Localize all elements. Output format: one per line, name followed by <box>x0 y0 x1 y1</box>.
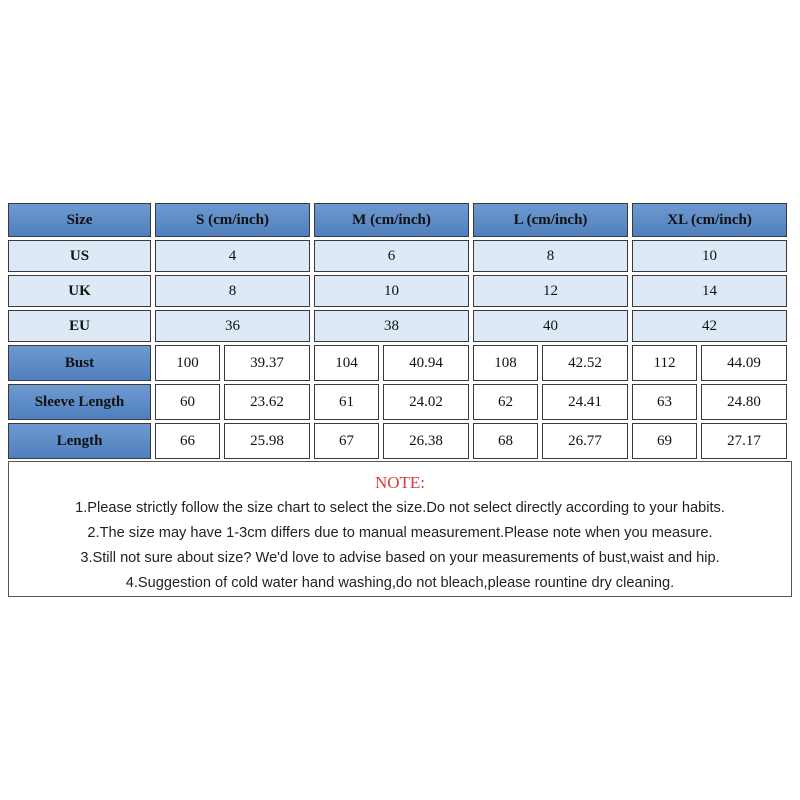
table-cell: 27.17 <box>701 423 787 459</box>
table-cell: 10 <box>314 275 469 307</box>
row-label: UK <box>8 275 151 307</box>
table-cell: 62 <box>473 384 538 420</box>
table-cell: 24.02 <box>383 384 469 420</box>
note-line-4: 4.Suggestion of cold water hand washing,do not bleach,please rountine dry cleaning. <box>125 575 675 591</box>
row-label: Bust <box>8 345 151 381</box>
table-cell: 42.52 <box>542 345 628 381</box>
table-cell: 40 <box>473 310 628 342</box>
table-cell: 6 <box>314 240 469 272</box>
table-cell: 42 <box>632 310 787 342</box>
header-cell-l: L (cm/inch) <box>473 203 628 237</box>
row-label: Sleeve Length <box>8 384 151 420</box>
table-cell: 112 <box>632 345 697 381</box>
note-line-2: 2.The size may have 1-3cm differs due to manual measurement.Please note when you measure. <box>87 525 713 541</box>
table-cell: 68 <box>473 423 538 459</box>
table-cell: 38 <box>314 310 469 342</box>
note-line-1: 1.Please strictly follow the size chart to select the size.Do not select directly according to your habits. <box>75 500 725 516</box>
notes-box <box>8 461 792 597</box>
note-line-3: 3.Still not sure about size? We'd love to advise based on your measurements of bust,waist and hip. <box>80 550 720 566</box>
table-cell: 108 <box>473 345 538 381</box>
header-cell-xl: XL (cm/inch) <box>632 203 787 237</box>
table-cell: 66 <box>155 423 220 459</box>
table-cell: 39.37 <box>224 345 310 381</box>
size-chart <box>8 200 792 462</box>
table-cell: 12 <box>473 275 628 307</box>
table-cell: 24.80 <box>701 384 787 420</box>
header-cell-m: M (cm/inch) <box>314 203 469 237</box>
note-title: NOTE: <box>374 473 426 492</box>
row-label: US <box>8 240 151 272</box>
table-cell: 100 <box>155 345 220 381</box>
table-cell: 44.09 <box>701 345 787 381</box>
size-table <box>4 200 791 462</box>
table-cell: 10 <box>632 240 787 272</box>
table-cell: 63 <box>632 384 697 420</box>
table-cell: 24.41 <box>542 384 628 420</box>
header-cell-size: Size <box>8 203 151 237</box>
table-row-uk <box>8 275 787 307</box>
table-cell: 40.94 <box>383 345 469 381</box>
table-cell: 61 <box>314 384 379 420</box>
table-cell: 36 <box>155 310 310 342</box>
table-cell: 67 <box>314 423 379 459</box>
table-cell: 8 <box>473 240 628 272</box>
header-cell-s: S (cm/inch) <box>155 203 310 237</box>
table-cell: 26.77 <box>542 423 628 459</box>
table-row-length <box>8 423 787 459</box>
table-row-us <box>8 240 787 272</box>
table-cell: 14 <box>632 275 787 307</box>
table-cell: 8 <box>155 275 310 307</box>
row-label: Length <box>8 423 151 459</box>
header-row <box>8 203 787 237</box>
row-label: EU <box>8 310 151 342</box>
table-cell: 25.98 <box>224 423 310 459</box>
table-cell: 23.62 <box>224 384 310 420</box>
table-row-bust <box>8 345 787 381</box>
table-row-eu <box>8 310 787 342</box>
table-cell: 104 <box>314 345 379 381</box>
table-cell: 69 <box>632 423 697 459</box>
table-cell: 26.38 <box>383 423 469 459</box>
table-cell: 4 <box>155 240 310 272</box>
table-row-sleeve-length <box>8 384 787 420</box>
table-cell: 60 <box>155 384 220 420</box>
